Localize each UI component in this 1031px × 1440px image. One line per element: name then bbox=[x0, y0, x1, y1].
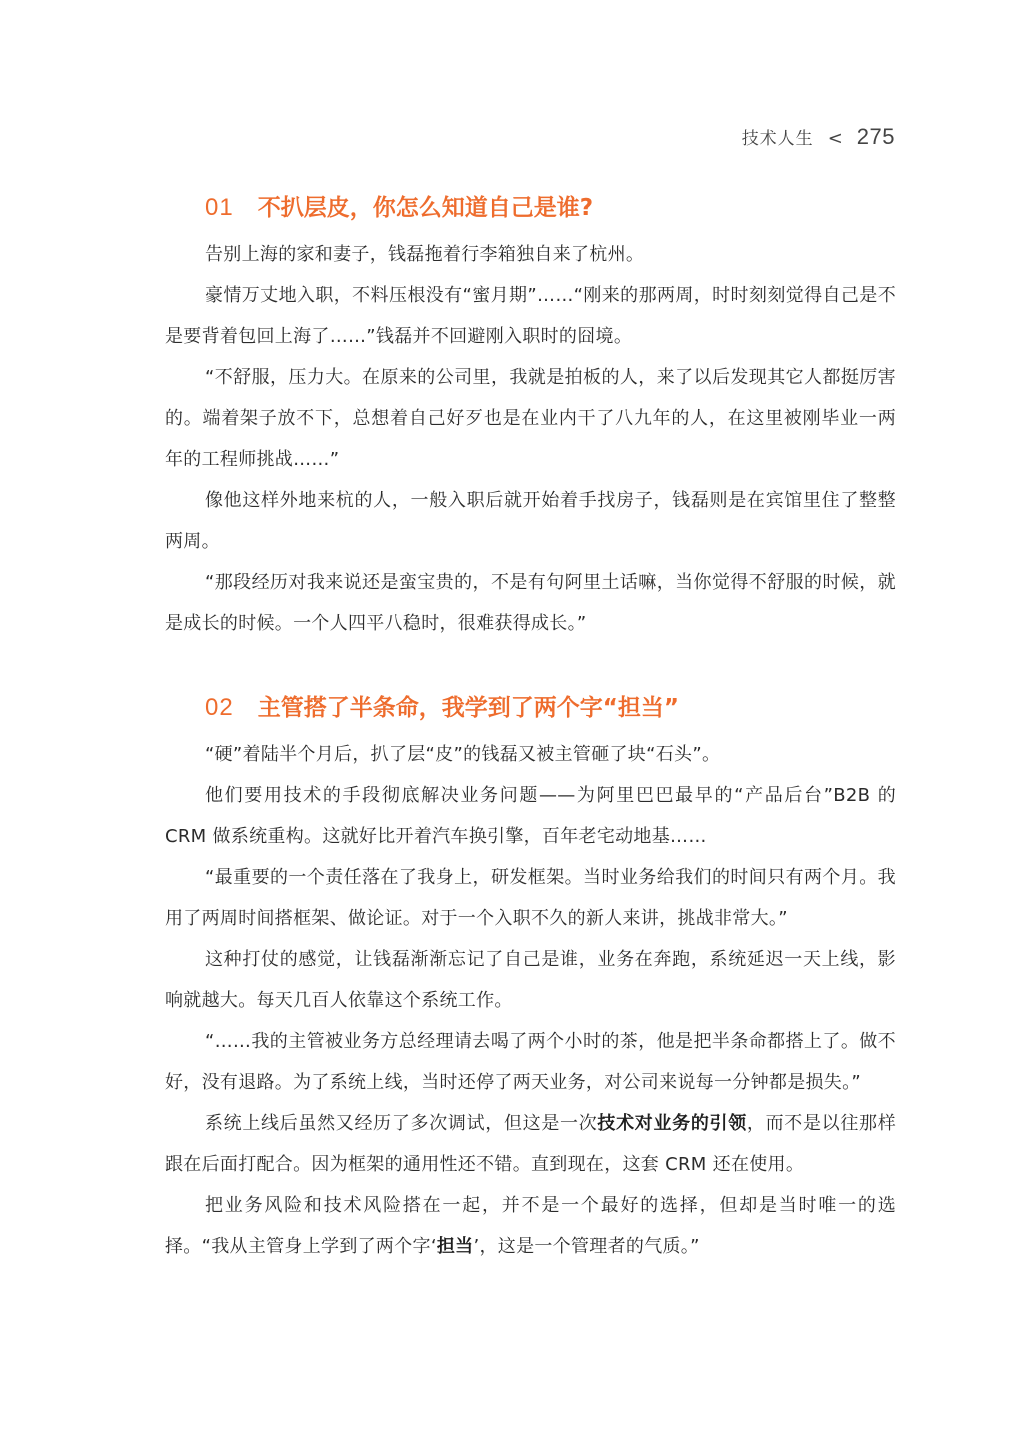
paragraph: 这种打仗的感觉，让钱磊渐渐忘记了自己是谁，业务在奔跑，系统延迟一天上线，影响就越大。每天几百人依靠这个系统工作。 bbox=[165, 949, 896, 1011]
page-number: 275 bbox=[856, 124, 895, 149]
section-heading-01 bbox=[165, 186, 896, 230]
section-heading-02 bbox=[165, 686, 896, 730]
paragraph: 像他这样外地来杭的人，一般入职后就开始着手找房子，钱磊则是在宾馆里住了整整两周。 bbox=[165, 490, 896, 552]
section-title: 主管搭了半条命，我学到了两个字“担当” bbox=[257, 695, 679, 721]
paragraph: “那段经历对我来说还是蛮宝贵的，不是有句阿里土话嘛，当你觉得不舒服的时候，就是成长的时候。一个人四平八稳时，很难获得成长。” bbox=[165, 572, 896, 634]
emphasis-text: 担当 bbox=[436, 1236, 474, 1257]
section-number: 02 bbox=[205, 694, 234, 721]
paragraph: “最重要的一个责任落在了我身上，研发框架。当时业务给我们的时间只有两个月。我用了两周时间搭框架、做论证。对于一个入职不久的新人来讲，挑战非常大。” bbox=[165, 867, 896, 929]
paragraph-with-emphasis bbox=[165, 1185, 896, 1267]
text-run: 系统上线后虽然又经历了多次调试，但这是一次 bbox=[205, 1113, 598, 1134]
text-run: 把业务风险和技术风险搭在一起，并不是一个最好的选择，但却是当时唯一的选择。“我从主管身上学到了两个字‘ bbox=[165, 1195, 896, 1257]
paragraph: “不舒服，压力大。在原来的公司里，我就是拍板的人，来了以后发现其它人都挺厉害的。端着架子放不下，总想着自己好歹也是在业内干了八九年的人，在这里被刚毕业一两年的工程师挑战……” bbox=[165, 367, 896, 470]
paragraph-with-emphasis bbox=[165, 1103, 896, 1185]
running-header bbox=[742, 124, 895, 150]
section-number: 01 bbox=[205, 194, 234, 221]
paragraph: 豪情万丈地入职，不料压根没有“蜜月期”……“刚来的那两周，时时刻刻觉得自己是不是要背着包回上海了……”钱磊并不回避刚入职时的囧境。 bbox=[165, 285, 896, 347]
section-title: 不扒层皮，你怎么知道自己是谁? bbox=[257, 195, 594, 221]
paragraph: “硬”着陆半个月后，扒了层“皮”的钱磊又被主管砸了块“石头”。 bbox=[205, 744, 721, 765]
article-body bbox=[165, 186, 896, 1267]
text-run: ，而不是以往那样跟在后面打配合。因为框架的通用性还不错。直到现在，这套 CRM 还在使用。 bbox=[165, 1113, 896, 1175]
header-separator: < bbox=[827, 128, 843, 149]
text-run: ’，这是一个管理者的气质。” bbox=[473, 1236, 700, 1257]
paragraph: 告别上海的家和妻子，钱磊拖着行李箱独自来了杭州。 bbox=[205, 244, 645, 265]
book-section-title: 技术人生 bbox=[741, 129, 814, 149]
emphasis-text: 技术对业务的引领 bbox=[597, 1113, 747, 1134]
paragraph: “……我的主管被业务方总经理请去喝了两个小时的茶，他是把半条命都搭上了。做不好，没有退路。为了系统上线，当时还停了两天业务，对公司来说每一分钟都是损失。” bbox=[165, 1031, 896, 1093]
paragraph: 他们要用技术的手段彻底解决业务问题——为阿里巴巴最早的“产品后台”B2B 的 CRM 做系统重构。这就好比开着汽车换引擎，百年老宅动地基…… bbox=[165, 785, 896, 847]
section-spacer bbox=[165, 644, 896, 686]
